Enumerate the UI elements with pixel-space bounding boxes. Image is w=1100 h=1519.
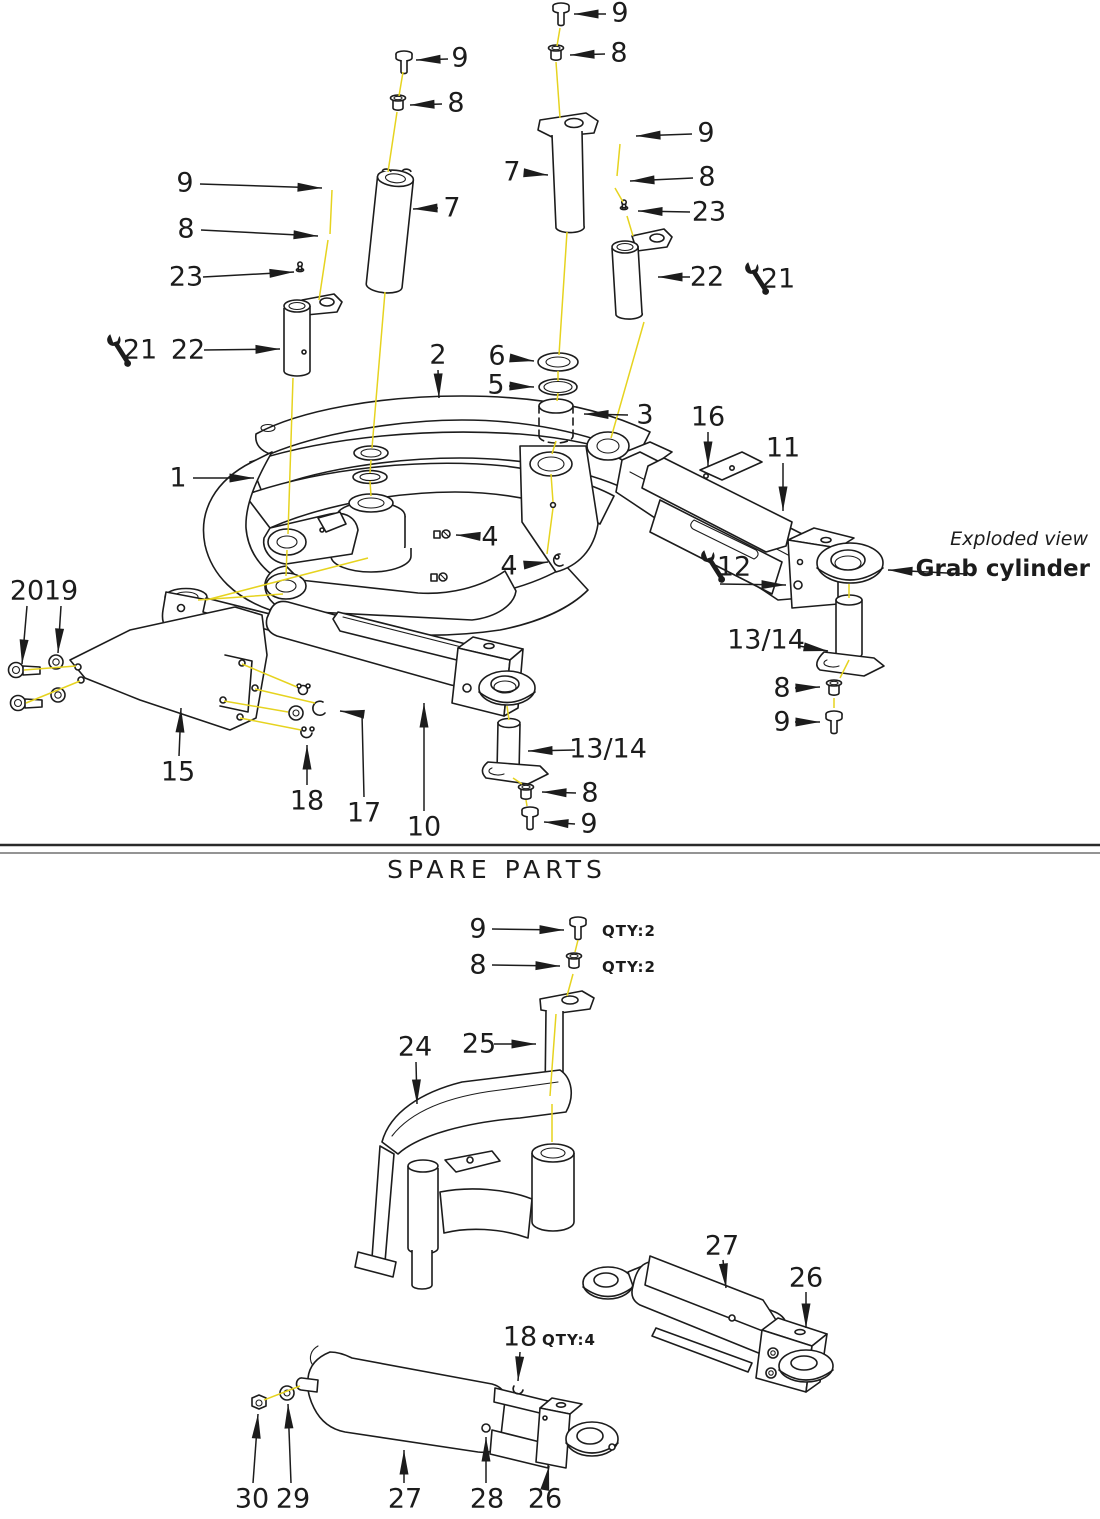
- bushing-8-mid: [519, 784, 534, 799]
- callout-7-right: 7: [503, 156, 521, 188]
- screws-20-washers-19: [9, 655, 66, 711]
- callout-9-rightcol: 9: [697, 117, 715, 149]
- callout-18-spare: 18: [502, 1321, 538, 1353]
- callout-25: 25: [461, 1028, 497, 1060]
- callout-9-top-right: 9: [611, 0, 629, 29]
- spare-cylinder-bottom: [252, 1346, 618, 1468]
- callout-22-right: 22: [689, 261, 725, 293]
- callout-21-left: 21: [122, 334, 158, 366]
- callout-26-top: 26: [788, 1262, 824, 1294]
- callout-26-bottom: 26: [527, 1483, 563, 1515]
- spare-screw-9: [570, 917, 586, 940]
- callout-22-left: 22: [170, 334, 206, 366]
- callout-16: 16: [690, 401, 726, 433]
- product-name: Grab cylinder: [915, 556, 1090, 582]
- callout-28: 28: [469, 1483, 505, 1515]
- hardware-top-middle: [366, 51, 415, 295]
- callout-6: 6: [488, 340, 506, 372]
- callout-18-upper: 18: [289, 785, 325, 817]
- claw-assembly: [204, 396, 672, 635]
- grease-nipple-23-left: [296, 262, 303, 272]
- washer-5: [539, 379, 577, 395]
- callout-3: 3: [636, 399, 654, 431]
- pin-13-14-mid: [482, 719, 548, 830]
- callout-19: 19: [43, 575, 79, 607]
- callout-10: 10: [406, 811, 442, 843]
- screw-9-top-right: [553, 3, 569, 26]
- callout-9-mid: 9: [580, 808, 598, 840]
- callout-29: 29: [275, 1483, 311, 1515]
- callout-1314-right: 13/14: [727, 624, 805, 656]
- hardware-top-right: [538, 3, 598, 233]
- qty4-clip: QTY:4: [542, 1331, 596, 1349]
- callout-1: 1: [169, 462, 187, 494]
- callout-27-top: 27: [704, 1230, 740, 1262]
- callout-4-lower: 4: [500, 550, 518, 582]
- callout-30: 30: [234, 1483, 270, 1515]
- pin-13-14-right: [817, 595, 884, 734]
- callout-7-left: 7: [443, 192, 461, 224]
- pin-22-left: [284, 262, 342, 376]
- callout-24: 24: [397, 1031, 433, 1063]
- callout-15: 15: [160, 756, 196, 788]
- callout-8-right: 8: [773, 672, 791, 704]
- callout-1314-mid: 13/14: [569, 733, 647, 765]
- callout-9-top-mid: 9: [451, 42, 469, 74]
- callout-23-leftcol: 23: [168, 261, 204, 293]
- callout-8-rightcol: 8: [698, 161, 716, 193]
- callout-11: 11: [765, 432, 801, 464]
- qty2-bushing: QTY:2: [602, 958, 656, 976]
- cover-15: [70, 607, 267, 730]
- callout-5: 5: [487, 369, 505, 401]
- callout-8-top-right: 8: [610, 37, 628, 69]
- screw-9-top-mid: [396, 51, 412, 74]
- callout-8-leftcol: 8: [177, 213, 195, 245]
- grease-nipple-23-right: [620, 200, 627, 210]
- spare-hardware-9-8: [567, 917, 587, 968]
- callout-9-leftcol: 9: [176, 167, 194, 199]
- callout-20: 20: [9, 575, 45, 607]
- callout-9-spare: 9: [469, 913, 487, 945]
- callout-17: 17: [346, 797, 382, 829]
- callout-2: 2: [429, 339, 447, 371]
- callout-27-bottom: 27: [387, 1483, 423, 1515]
- spare-parts-title: SPARE PARTS: [387, 855, 607, 884]
- callout-4-upper: 4: [481, 521, 499, 553]
- spare-bushing-8: [567, 953, 582, 968]
- bushing-8-right: [827, 680, 842, 695]
- callout-8-mid: 8: [581, 777, 599, 809]
- bushing-8-top-mid: [391, 95, 406, 110]
- callout-8-top-mid: 8: [447, 87, 465, 119]
- callout-21-right: 21: [760, 263, 796, 295]
- screw-9-mid: [522, 807, 538, 830]
- callout-9-right: 9: [773, 706, 791, 738]
- clips-17-18: [289, 684, 325, 738]
- callout-23-rightcol: 23: [691, 196, 727, 228]
- bushing-8-top-right: [549, 45, 564, 60]
- callout-12: 12: [716, 551, 752, 583]
- screw-9-right: [826, 711, 842, 734]
- washer-6: [538, 353, 578, 371]
- callout-8-spare: 8: [469, 949, 487, 981]
- qty2-screw: QTY:2: [602, 922, 656, 940]
- pin-22-right: [612, 200, 672, 319]
- spare-bracket-24: [355, 1070, 574, 1289]
- view-label: Exploded view: [950, 528, 1088, 550]
